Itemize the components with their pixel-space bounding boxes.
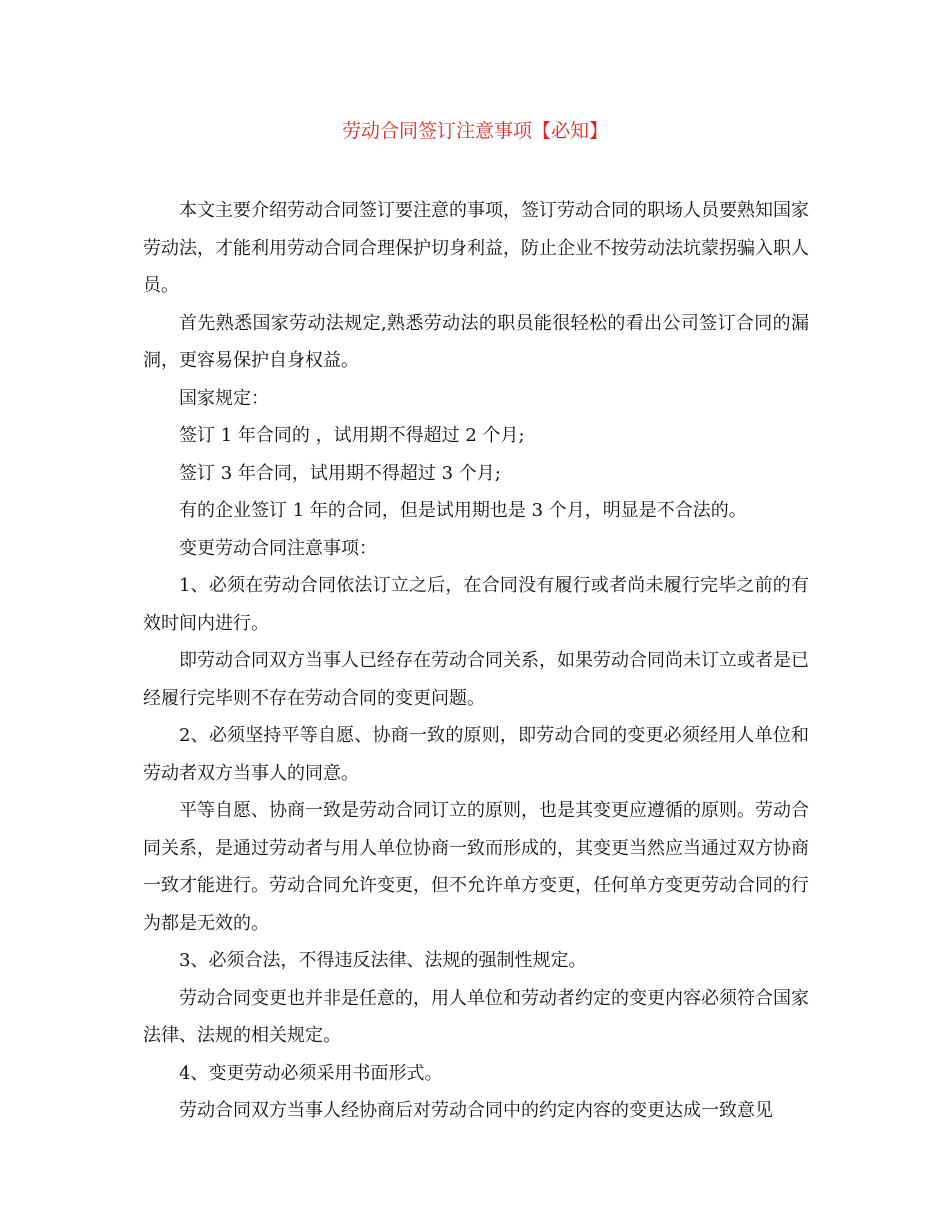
paragraph: 平等自愿、协商一致是劳动合同订立的原则，也是其变更应遵循的原则。劳动合同关系，是通过劳动者与用人单位协商一致而形成的，其变更当然应当通过双方协商一致才能进行。劳动合同允许变更，但不允许单方变更，任何单方变更劳动合同的行为都是无效的。 <box>143 800 809 934</box>
paragraph: 签订 3 年合同，试用期不得超过 3 个月; <box>179 462 501 484</box>
paragraph: 2、必须坚持平等自愿、协商一致的原则，即劳动合同的变更必须经用人单位和劳动者双方当事人的同意。 <box>143 725 809 784</box>
paragraph: 签订 1 年合同的 ，试用期不得超过 2 个月; <box>179 425 525 446</box>
paragraph: 本文主要介绍劳动合同签订要注意的事项，签订劳动合同的职场人员要熟知国家劳动法，才能利用劳动合同合理保护切身利益，防止企业不按劳动法坑蒙拐骗入职人员。 <box>143 200 809 296</box>
paragraph: 1、必须在劳动合同依法订立之后，在合同没有履行或者尚未履行完毕之前的有效时间内进行。 <box>143 575 809 634</box>
document-title: 劳动合同签订注意事项【必知】 <box>341 120 608 142</box>
paragraph: 变更劳动合同注意事项： <box>179 537 377 559</box>
paragraph: 4、变更劳动必须采用书面形式。 <box>179 1062 443 1084</box>
paragraph: 劳动合同双方当事人经协商后对劳动合同中的约定内容的变更达成一致意见 <box>179 1100 773 1121</box>
paragraph: 有的企业签订 1 年的合同，但是试用期也是 3 个月，明显是不合法的。 <box>179 500 747 521</box>
paragraph: 3、必须合法，不得违反法律、法规的强制性规定。 <box>179 950 587 971</box>
paragraph: 首先熟悉国家劳动法规定,熟悉劳动法的职员能很轻松的看出公司签订合同的漏洞，更容易保护自身权益。 <box>143 312 809 371</box>
paragraph: 劳动合同变更也并非是任意的，用人单位和劳动者约定的变更内容必须符合国家法律、法规的相关规定。 <box>143 987 809 1046</box>
paragraph: 即劳动合同双方当事人已经存在劳动合同关系，如果劳动合同尚未订立或者是已经履行完毕则不存在劳动合同的变更问题。 <box>143 650 809 709</box>
document-body <box>143 192 809 1130</box>
paragraph: 国家规定： <box>179 387 269 409</box>
